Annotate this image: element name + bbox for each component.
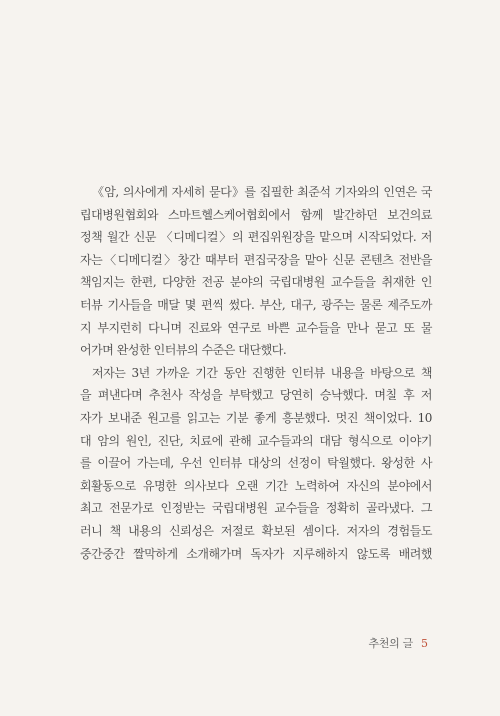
text-line: 를 이끌어 가는데, 우선 인터뷰 대상의 선정이 탁월했다. 왕성한 사 [80, 456, 432, 471]
text-line: 대 암의 원인, 진단, 치료에 관해 교수들과의 대담 형식으로 이야기 [80, 433, 432, 448]
section-title: 추천의 글 [368, 637, 413, 650]
text-line: 책임지는 한편, 다양한 전공 분야의 국립대병원 교수들을 취재한 인 [80, 275, 432, 290]
text-line: 회활동으로 유명한 의사보다 오랜 기간 노력하여 자신의 분야에서 [80, 478, 432, 493]
body-text [80, 181, 432, 565]
text-line: 어가며 완성한 인터뷰의 수준은 대단했다. [80, 343, 287, 358]
text-line: 지 부지런히 다니며 진료와 연구로 바쁜 교수들을 만나 묻고 또 물 [80, 320, 432, 335]
text-line: 중간중간 짤막하게 소개해가며 독자가 지루해하지 않도록 배려했 [80, 546, 432, 561]
text-line: 정책 월간 신문 〈디메디컬〉의 편집위원장을 맡으며 시작되었다. 저 [80, 230, 432, 245]
text-line: 립대병원협회와 스마트헬스케어협회에서 함께 발간하던 보건의료 [80, 207, 432, 222]
text-line: 자는〈디메디컬〉창간 때부터 편집국장을 맡아 신문 콘텐츠 전반을 [80, 252, 432, 267]
page-number: 5 [421, 637, 428, 650]
paragraph-1 [80, 181, 432, 362]
text-line: 저자는 3년 가까운 기간 동안 진행한 인터뷰 내용을 바탕으로 책 [92, 365, 432, 380]
text-line: 《암, 의사에게 자세히 묻다》를 집필한 최준석 기자와의 인연은 국 [92, 185, 432, 199]
text-line: 터뷰 기사들을 매달 몇 편씩 썼다. 부산, 대구, 광주는 물론 제주도까 [80, 297, 432, 312]
text-line: 최고 전문가로 인정받는 국립대병원 교수들을 정확히 골라냈다. 그 [80, 501, 432, 516]
paragraph-2 [80, 362, 432, 565]
text-line: 자가 보내준 원고를 읽고는 기분 좋게 흥분했다. 멋진 책이었다. 10 [80, 410, 432, 425]
text-line: 러니 책 내용의 신뢰성은 저절로 확보된 셈이다. 저자의 경험들도 [80, 523, 432, 538]
text-line: 을 펴낸다며 추천사 작성을 부탁했고 당연히 승낙했다. 며칠 후 저 [80, 388, 432, 403]
page-footer [368, 637, 428, 651]
